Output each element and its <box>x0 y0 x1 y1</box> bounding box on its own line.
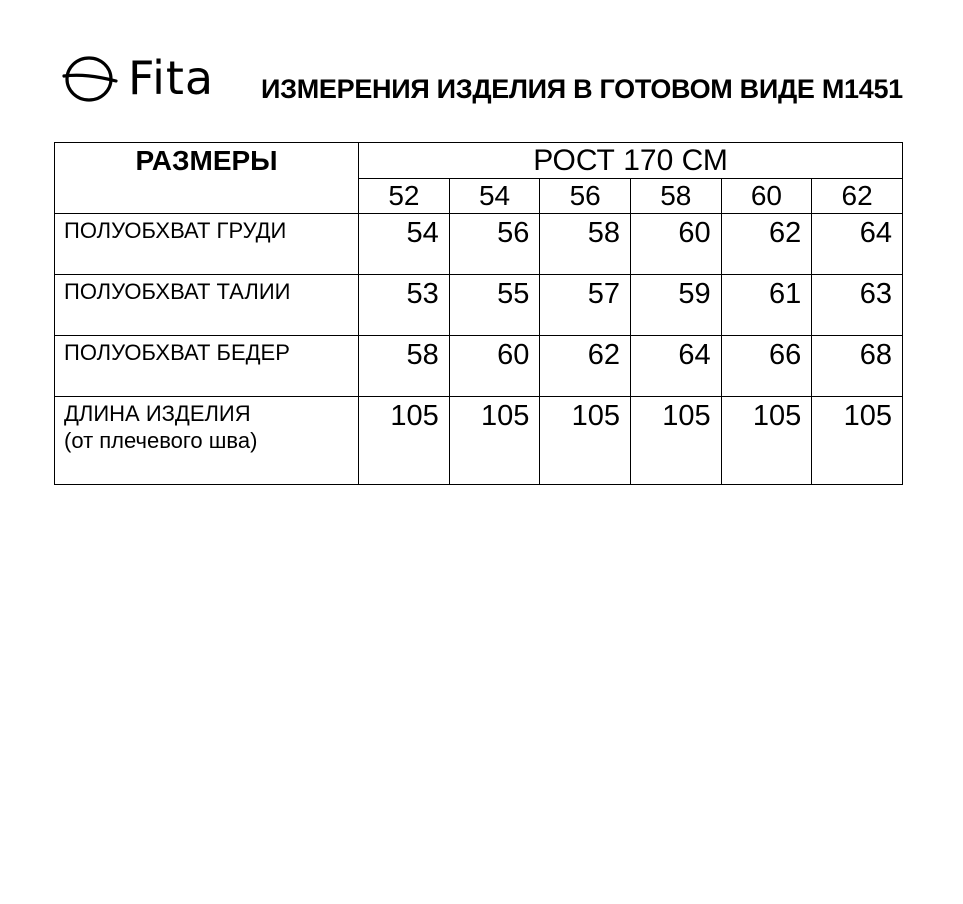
size-header-cell: 62 <box>812 179 903 214</box>
row-label: ПОЛУОБХВАТ ТАЛИИ <box>55 275 359 336</box>
size-header-cell: 54 <box>449 179 540 214</box>
size-chart-table <box>54 142 903 485</box>
value-cell: 62 <box>540 336 631 397</box>
value-cell: 63 <box>812 275 903 336</box>
value-cell: 64 <box>630 336 721 397</box>
value-cell: 57 <box>540 275 631 336</box>
value-cell: 60 <box>449 336 540 397</box>
value-cell: 105 <box>721 397 812 485</box>
table-row <box>55 275 903 336</box>
row-label-group <box>55 397 359 485</box>
size-header-cell: 58 <box>630 179 721 214</box>
size-header-cell: 60 <box>721 179 812 214</box>
value-cell: 61 <box>721 275 812 336</box>
fita-logo-icon <box>62 54 122 104</box>
height-header: РОСТ 170 СМ <box>359 143 903 179</box>
row-sublabel: (от плечевого шва) <box>64 428 258 453</box>
sizes-header: РАЗМЕРЫ <box>55 143 359 214</box>
size-header-cell: 56 <box>540 179 631 214</box>
value-cell: 105 <box>359 397 450 485</box>
brand-name: Fita <box>128 51 215 105</box>
value-cell: 56 <box>449 214 540 275</box>
size-header-cell: 52 <box>359 179 450 214</box>
value-cell: 64 <box>812 214 903 275</box>
value-cell: 62 <box>721 214 812 275</box>
row-label: ДЛИНА ИЗДЕЛИЯ <box>64 401 251 426</box>
row-label: ПОЛУОБХВАТ БЕДЕР <box>55 336 359 397</box>
table-row <box>55 214 903 275</box>
row-label: ПОЛУОБХВАТ ГРУДИ <box>55 214 359 275</box>
value-cell: 60 <box>630 214 721 275</box>
value-cell: 105 <box>630 397 721 485</box>
value-cell: 105 <box>540 397 631 485</box>
value-cell: 55 <box>449 275 540 336</box>
page-title: ИЗМЕРЕНИЯ ИЗДЕЛИЯ В ГОТОВОМ ВИДЕ М1451 <box>261 74 903 104</box>
value-cell: 105 <box>449 397 540 485</box>
value-cell: 54 <box>359 214 450 275</box>
brand-logo <box>62 50 222 110</box>
value-cell: 105 <box>812 397 903 485</box>
value-cell: 58 <box>359 336 450 397</box>
table-row <box>55 397 903 485</box>
value-cell: 68 <box>812 336 903 397</box>
value-cell: 59 <box>630 275 721 336</box>
value-cell: 53 <box>359 275 450 336</box>
table-row <box>55 336 903 397</box>
value-cell: 58 <box>540 214 631 275</box>
value-cell: 66 <box>721 336 812 397</box>
